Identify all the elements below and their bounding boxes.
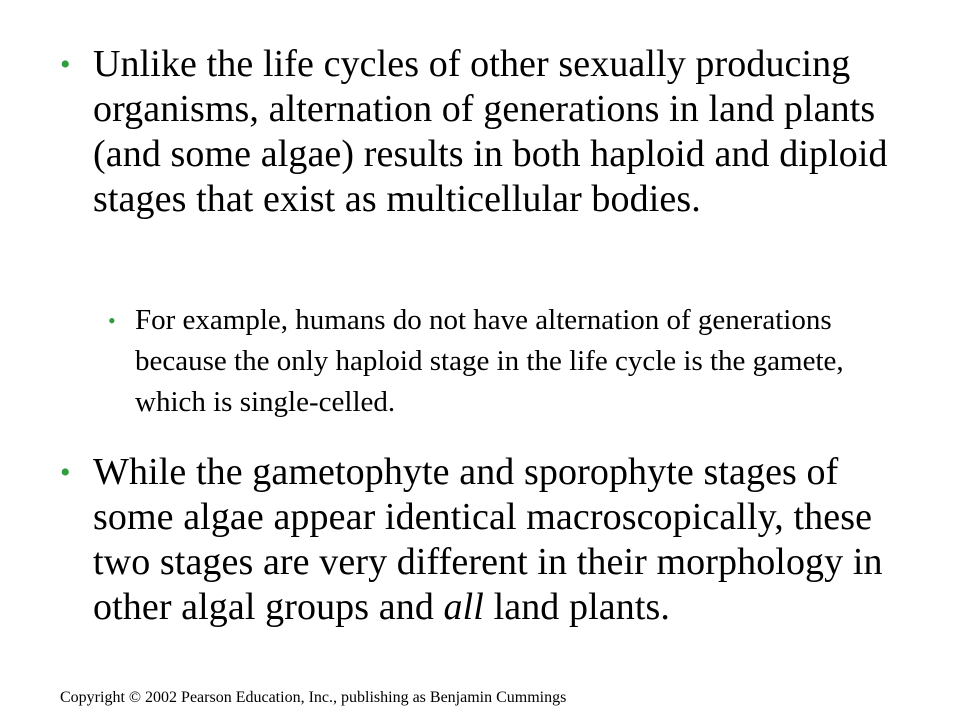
- bullet-item-2: [60, 450, 893, 630]
- sub-bullet-item-1: [108, 300, 895, 423]
- bullet-text-2: [93, 450, 893, 630]
- bullet-text-2-emphasis: all: [443, 586, 484, 628]
- bullet-text-2-before: While the gametophyte and sporophyte stages of some algae appear identical macroscopically, these two stages are very different in their morphology in other algal groups and: [93, 451, 883, 628]
- bullet-marker: •: [60, 456, 71, 489]
- sub-bullet-text-1: For example, humans do not have alternation of generations because the only haploid stage in the life cycle is the gamete, which is single-celled.: [135, 304, 844, 418]
- bullet-text-1: Unlike the life cycles of other sexually producing organisms, alternation of generations in land plants (and some algae) results in both haploid and diploid stages that exist as multicellular bodies.: [93, 43, 888, 220]
- bullet-marker: •: [60, 48, 71, 81]
- copyright-footer: Copyright © 2002 Pearson Education, Inc., publishing as Benjamin Cummings: [60, 689, 567, 706]
- bullet-item-1: [60, 42, 893, 222]
- bullet-text-2-after: land plants.: [483, 586, 670, 628]
- sub-bullet-marker: •: [108, 308, 116, 333]
